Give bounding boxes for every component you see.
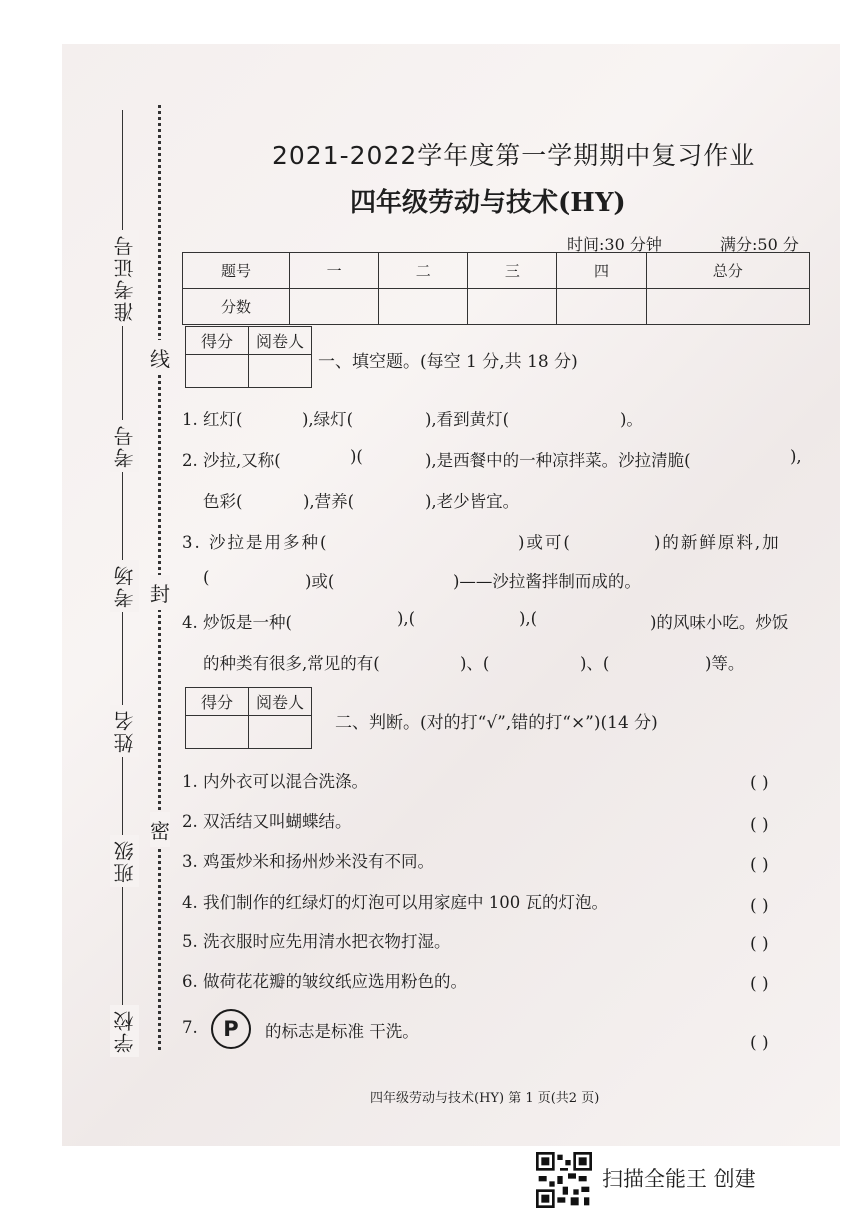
s1-line4-part: )的新鲜原料,加 [654,533,781,552]
judge-item-1: 1. 内外衣可以混合洗涤。 [182,772,368,791]
s1-line7-part: )等。 [705,654,745,673]
judge-item-5: 5. 洗衣服时应先用清水把衣物打湿。 [182,932,451,951]
s1-line7-part: )、( [580,654,610,673]
grader-box-section2 [185,687,312,749]
s1-line5-part: ( [203,568,210,587]
answer-paren-3[interactable]: ( ) [750,855,769,875]
score-table-header: 四 [557,253,646,289]
score-row-label: 分数 [183,289,290,325]
label-exam-no: 考号 [110,420,139,472]
seal-char-mi: 密 [150,812,170,847]
answer-paren-5[interactable]: ( ) [750,934,769,954]
label-class: 班级 [110,835,139,887]
s1-line6-part: 4. 炒饭是一种( [182,613,292,632]
s1-line6-part: )的风味小吃。炒饭 [650,613,789,632]
s1-line7-part: )、( [460,654,490,673]
score-cell[interactable] [557,289,646,325]
score-cell[interactable] [290,289,379,325]
scanner-caption: 扫描全能王 创建 [602,1167,756,1191]
subject-title: 四年级劳动与技术(HY) [350,188,626,218]
s1-line5-part: )——沙拉酱拌制而成的。 [453,572,641,591]
grader-score-cell[interactable] [186,355,249,388]
answer-paren-7[interactable]: ( ) [750,1033,769,1053]
full-score: 满分:50 分 [720,235,799,254]
s1-line1-part: 1. 红灯( [182,410,243,429]
grader-score-label: 得分 [186,327,249,355]
s1-line4-part: 3. 沙拉是用多种( [182,533,329,552]
grader-score-cell[interactable] [186,716,249,749]
s1-line1-part: ),绿灯( [302,410,354,429]
s1-line2-part: )( [350,447,363,466]
qr-code-icon [536,1152,592,1208]
label-school: 学校 [110,1005,139,1057]
answer-paren-2[interactable]: ( ) [750,815,769,835]
s1-line2-part: ), [790,447,802,466]
grader-reviewer-cell[interactable] [249,716,312,749]
label-exam-id: 准考证号 [110,230,139,326]
s1-line6-part: ),( [397,609,416,628]
judge-item-7-number: 7. [182,1018,198,1037]
judge-item-6: 6. 做荷花花瓣的皱纹纸应选用粉色的。 [182,972,467,991]
s1-line6-part: ),( [519,609,538,628]
s1-line1-part: ),看到黄灯( [425,410,510,429]
s1-line3-part: ),营养( [303,492,355,511]
seal-char-xian: 线 [150,340,170,375]
grader-reviewer-cell[interactable] [249,355,312,388]
grader-score-label: 得分 [186,688,249,716]
score-table-header: 一 [290,253,379,289]
judge-item-4: 4. 我们制作的红绿灯的灯泡可以用家庭中 100 瓦的灯泡。 [182,893,608,912]
grader-box-section1 [185,326,312,388]
exam-title: 2021-2022学年度第一学期期中复习作业 [272,141,756,170]
section1-title: 一、填空题。(每空 1 分,共 18 分) [318,352,578,372]
score-table [182,252,810,325]
s1-line3-part: 色彩( [203,492,243,511]
seal-char-feng: 封 [150,575,170,610]
answer-paren-4[interactable]: ( ) [750,896,769,916]
answer-paren-6[interactable]: ( ) [750,974,769,994]
s1-line1-part: )。 [620,410,643,429]
page-footer: 四年级劳动与技术(HY) 第 1 页(共2 页) [370,1091,600,1106]
grader-reviewer-label: 阅卷人 [249,688,312,716]
label-name: 姓名 [110,705,139,757]
judge-item-3: 3. 鸡蛋炒米和扬州炒米没有不同。 [182,852,434,871]
judge-item-2: 2. 双活结又叫蝴蝶结。 [182,812,352,831]
answer-paren-1[interactable]: ( ) [750,773,769,793]
label-exam-room: 考场 [110,560,139,612]
grader-reviewer-label: 阅卷人 [249,327,312,355]
score-table-header: 题号 [183,253,290,289]
dry-clean-p-icon: P [211,1009,251,1049]
judge-item-7-text: 的标志是标准 干洗。 [265,1022,419,1041]
score-cell[interactable] [646,289,809,325]
s1-line2-part: 2. 沙拉,又称( [182,451,281,470]
time-limit: 时间:30 分钟 [567,235,662,254]
score-cell[interactable] [379,289,468,325]
s1-line5-part: )或( [305,572,335,591]
s1-line2-part: ),是西餐中的一种凉拌菜。沙拉清脆( [425,451,691,470]
s1-line3-part: ),老少皆宜。 [425,492,520,511]
score-table-header: 二 [379,253,468,289]
s1-line7-part: 的种类有很多,常见的有( [203,654,380,673]
score-cell[interactable] [468,289,557,325]
score-table-header: 总分 [646,253,809,289]
score-table-header: 三 [468,253,557,289]
s1-line4-part: )或可( [518,533,572,552]
section2-title: 二、判断。(对的打“√”,错的打“×”)(14 分) [335,713,658,733]
